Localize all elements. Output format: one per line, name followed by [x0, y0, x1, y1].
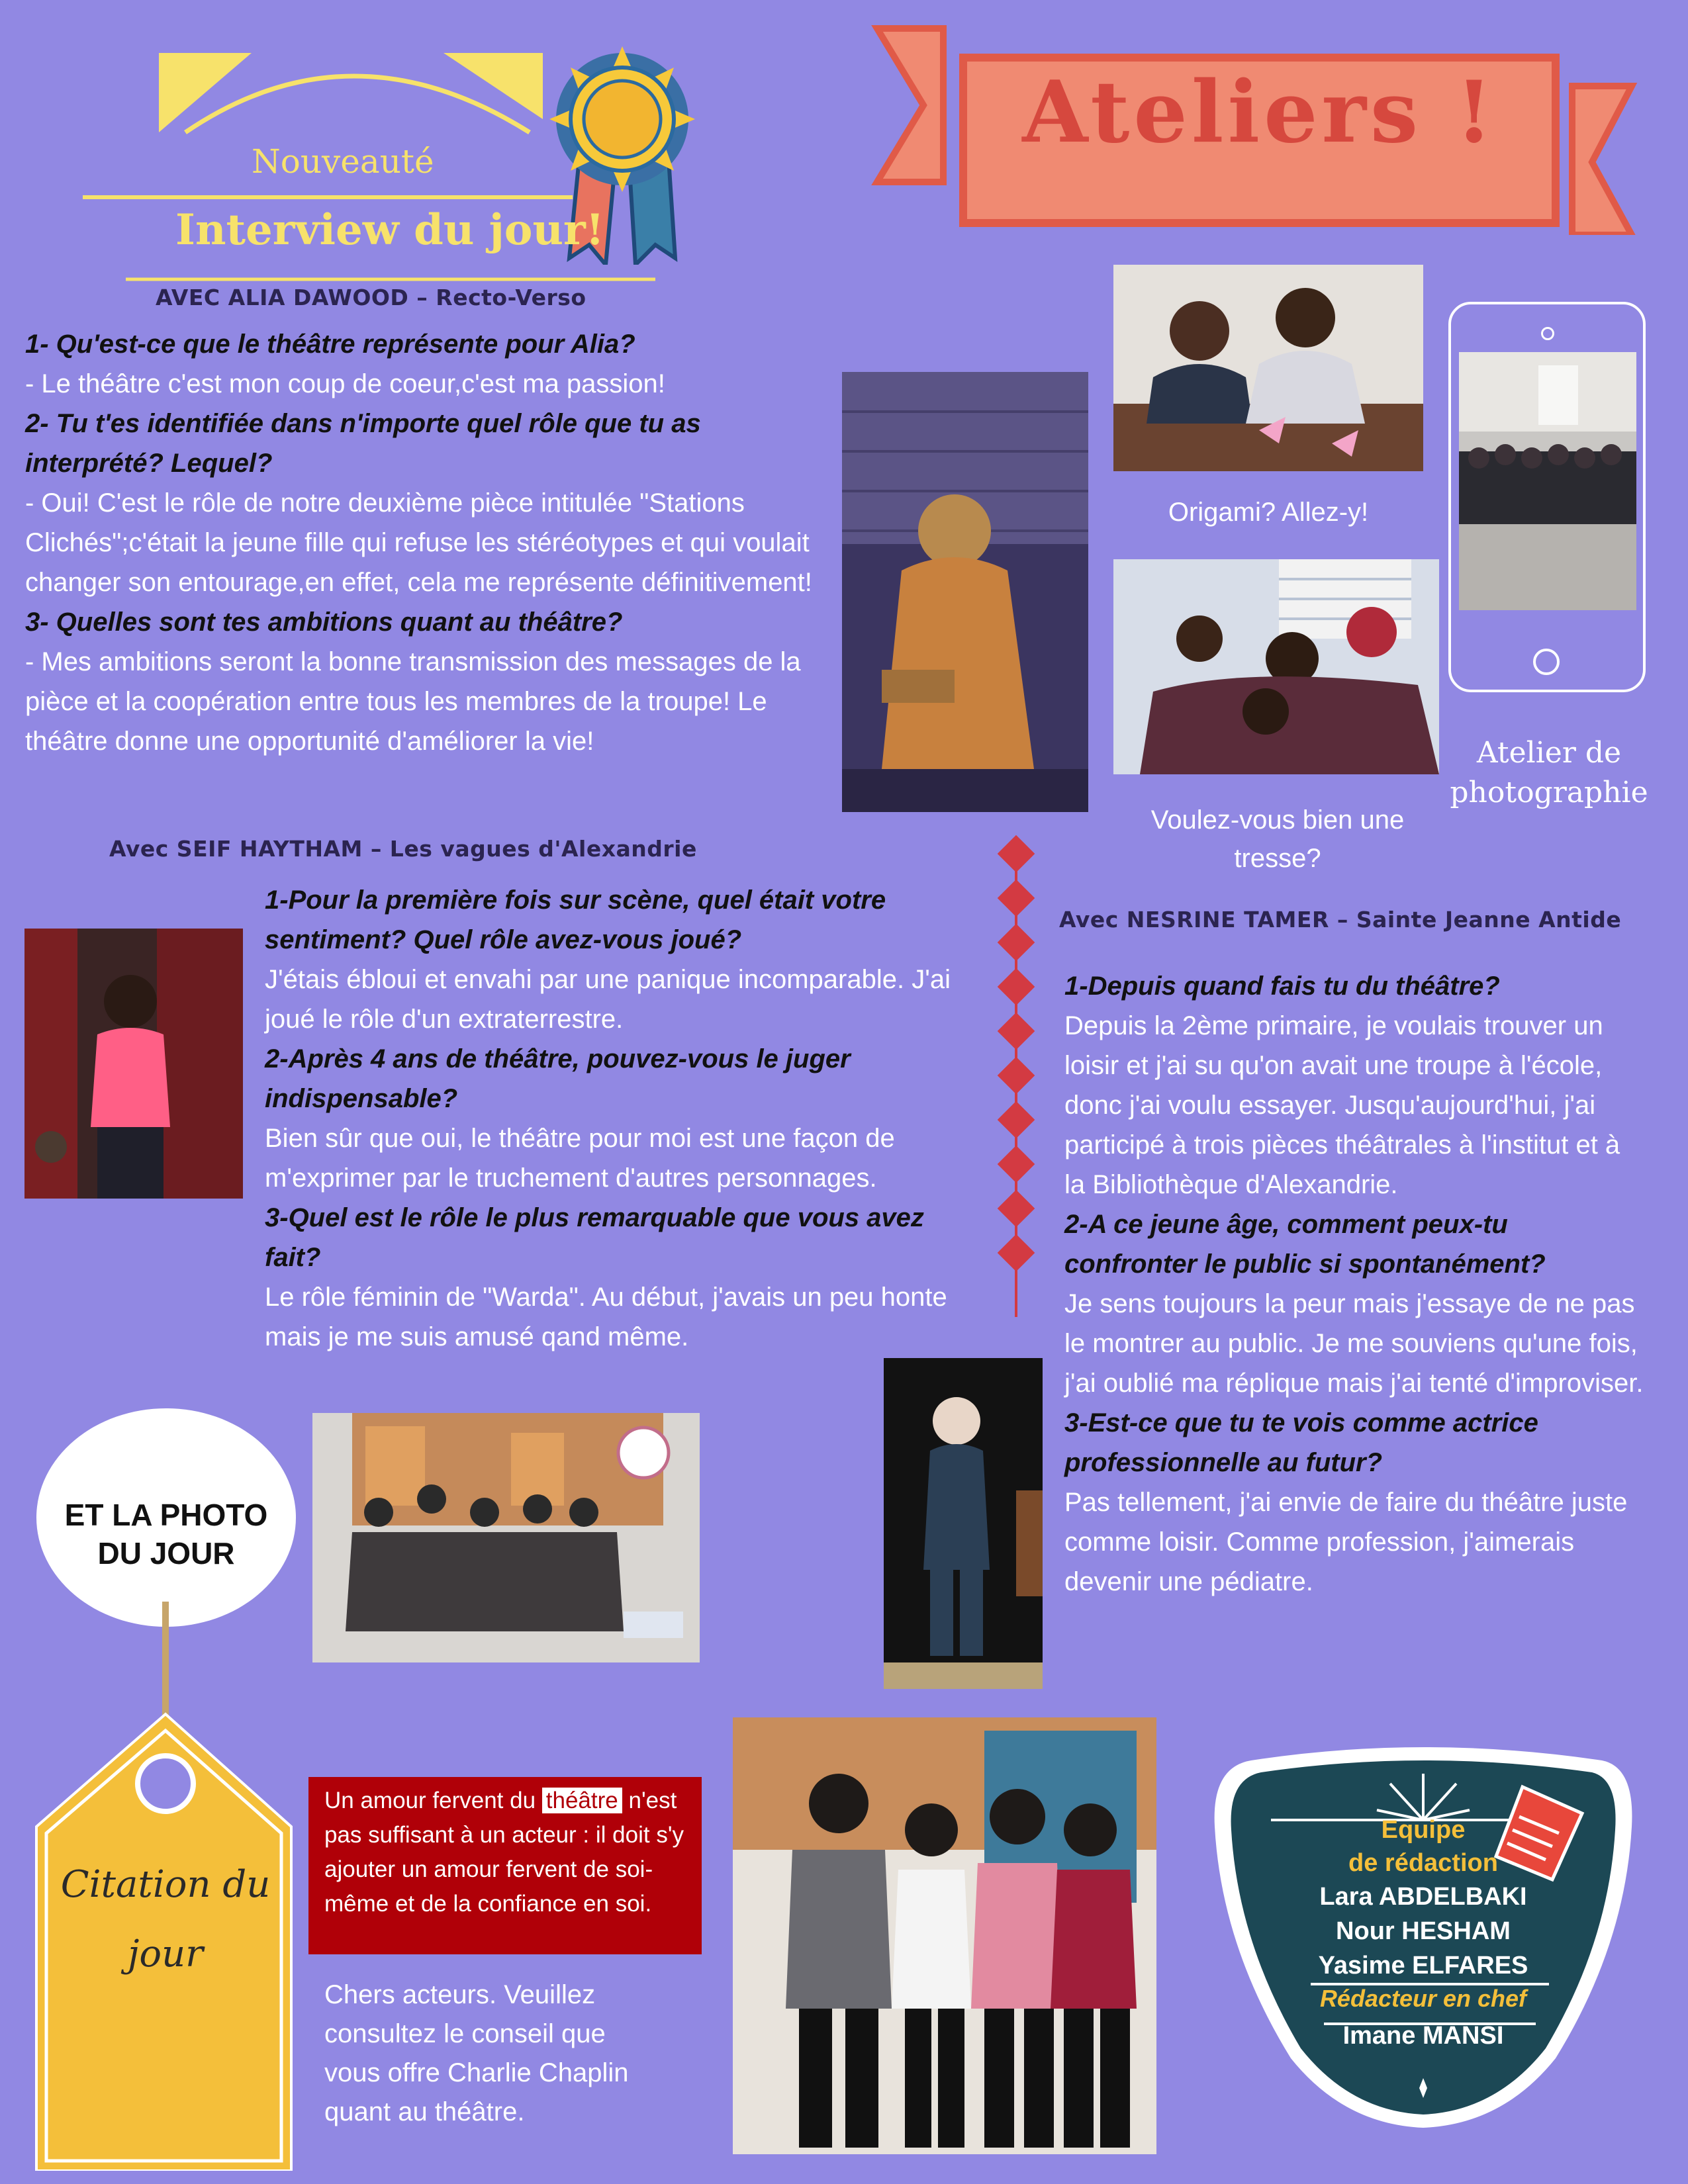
- equipe-member2: Nour HESHAM: [1336, 1917, 1511, 1945]
- interview3-answer2: Je sens toujours la peur mais j'essaye de ne pas le montrer au public. Je me souviens qu'une fois, j'ai oublié ma réplique mais j'ai tenté d'improviser.: [1064, 1289, 1644, 1398]
- origami-caption: Origami? Allez-y!: [1168, 498, 1369, 527]
- citation-tag-line2: jour: [128, 1933, 203, 1976]
- equipe-shield: [1211, 1747, 1635, 2131]
- group-photo: [312, 1413, 700, 1662]
- phone-camera-icon: [1541, 327, 1554, 340]
- interview2-answer1: J'étais ébloui et envahi par une panique incomparable. J'ai joué le rôle d'un extraterrestre.: [265, 965, 951, 1034]
- equipe-text: [1211, 1813, 1635, 2057]
- equipe-member3: Yasime ELFARES: [1318, 1952, 1528, 1979]
- tresse-photo: [1113, 559, 1439, 774]
- citation-tag: [26, 1602, 305, 2171]
- photo-du-jour-line2: DU JOUR: [97, 1536, 235, 1570]
- interview3-subtitle: Avec NESRINE TAMER – Sainte Jeanne Antide: [1059, 907, 1622, 933]
- ateliers-title: Ateliers !: [1022, 63, 1497, 162]
- tresse-caption: Voulez-vous bien une tresse?: [1150, 805, 1405, 873]
- photo-du-jour-label: [36, 1496, 296, 1572]
- badge-title: Interview du jour!: [175, 205, 604, 255]
- quote-highlight: théâtre: [542, 1788, 622, 1813]
- interview1-question1: 1- Qu'est-ce que le théâtre représente pour Alia?: [25, 330, 635, 359]
- equipe-title1: Equipe: [1381, 1816, 1466, 1844]
- equipe-chef-label: Rédacteur en chef: [1319, 1985, 1527, 2012]
- interview3-question3: 3-Est-ce que tu te vois comme actrice professionnelle au futur?: [1064, 1408, 1538, 1477]
- interview3-question1: 1-Depuis quand fais tu du théâtre?: [1064, 972, 1500, 1001]
- interview2-question1: 1-Pour la première fois sur scène, quel était votre sentiment? Quel rôle avez-vous joué?: [265, 886, 886, 954]
- interview1-text: [25, 324, 836, 761]
- interview3-text: [1064, 966, 1647, 1602]
- seif-photo: [24, 929, 243, 1199]
- interview1-question2: 2- Tu t'es identifiée dans n'importe quel rôle que tu as interprété? Lequel?: [25, 409, 701, 478]
- equipe-title2: de rédaction: [1348, 1849, 1498, 1877]
- interview1-question3: 3- Quelles sont tes ambitions quant au théâtre?: [25, 608, 623, 637]
- interview3-question2: 2-A ce jeune âge, comment peux-tu confronter le public si spontanément?: [1064, 1210, 1546, 1279]
- interview1-answer1: - Le théâtre c'est mon coup de coeur,c'est ma passion!: [25, 369, 665, 398]
- equipe-member1: Lara ABDELBAKI: [1319, 1883, 1527, 1911]
- interview2-text: [265, 880, 983, 1357]
- quote-text-post: n'est pas suffisant à un acteur : il doit s'y ajouter un amour fervent de soi-même et de la confiance en soi.: [324, 1788, 684, 1917]
- team-photo: [733, 1717, 1156, 2154]
- atelier-photographie-caption: Atelier de photographie: [1450, 736, 1648, 809]
- interview1-subtitle: AVEC ALIA DAWOOD – Recto-Verso: [156, 285, 586, 310]
- origami-photo: [1113, 265, 1423, 471]
- photo-du-jour-line1: ET LA PHOTO: [64, 1498, 268, 1532]
- alia-photo: [842, 372, 1088, 812]
- quote-box: [308, 1777, 702, 1954]
- equipe-chef-name: Imane MANSI: [1342, 2022, 1504, 2050]
- interview3-answer3: Pas tellement, j'ai envie de faire du théâtre juste comme loisir. Comme profession, j'aimerais devenir une pédiatre.: [1064, 1488, 1628, 1596]
- interview2-subtitle: Avec SEIF HAYTHAM – Les vagues d'Alexandrie: [109, 836, 697, 862]
- interview2-answer2: Bien sûr que oui, le théâtre pour moi est une façon de m'exprimer par le truchement d'autres personnages.: [265, 1124, 895, 1193]
- diamond-divider: [996, 834, 1036, 1324]
- interview3-answer1: Depuis la 2ème primaire, je voulais trouver un loisir et j'ai su qu'on avait une troupe à l'école, donc j'ai voulu essayer. Jusqu'aujourd'hui, j'ai participé à trois pièces théâtrales à l'institut et à la Bibliothèque d'Alexandrie.: [1064, 1011, 1620, 1199]
- interview2-answer3: Le rôle féminin de "Warda". Au début, j'avais un peu honte mais je me suis amusé qand même.: [265, 1283, 947, 1351]
- atelier-photographie-photo: [1459, 352, 1636, 610]
- phone-frame: [1448, 302, 1646, 692]
- citation-note: Chers acteurs. Veuillez consultez le conseil que vous offre Charlie Chaplin quant au théâtre.: [324, 1980, 629, 2126]
- phone-home-button-icon: [1533, 649, 1560, 675]
- citation-tag-line1: Citation du: [60, 1863, 271, 1906]
- interview2-question2: 2-Après 4 ans de théâtre, pouvez-vous le juger indispensable?: [265, 1044, 851, 1113]
- badge-small-label: Nouveauté: [252, 142, 434, 181]
- quote-text-pre: Un amour fervent du: [324, 1788, 542, 1813]
- header-badge: [73, 46, 708, 298]
- interview1-answer2: - Oui! C'est le rôle de notre deuxième pièce intitulée "Stations Clichés";c'était la jeune fille qui refuse les stéréotypes et qui voulait changer son entourage,en effet, cela me représente définitivement!: [25, 488, 812, 597]
- interview1-answer3: - Mes ambitions seront la bonne transmission des messages de la pièce et la coopération entre tous les membres de la troupe! Le théâtre donne une opportunité d'améliorer la vie!: [25, 647, 801, 756]
- interview2-question3: 3-Quel est le rôle le plus remarquable que vous avez fait?: [265, 1203, 924, 1272]
- nesrine-photo: [884, 1358, 1043, 1689]
